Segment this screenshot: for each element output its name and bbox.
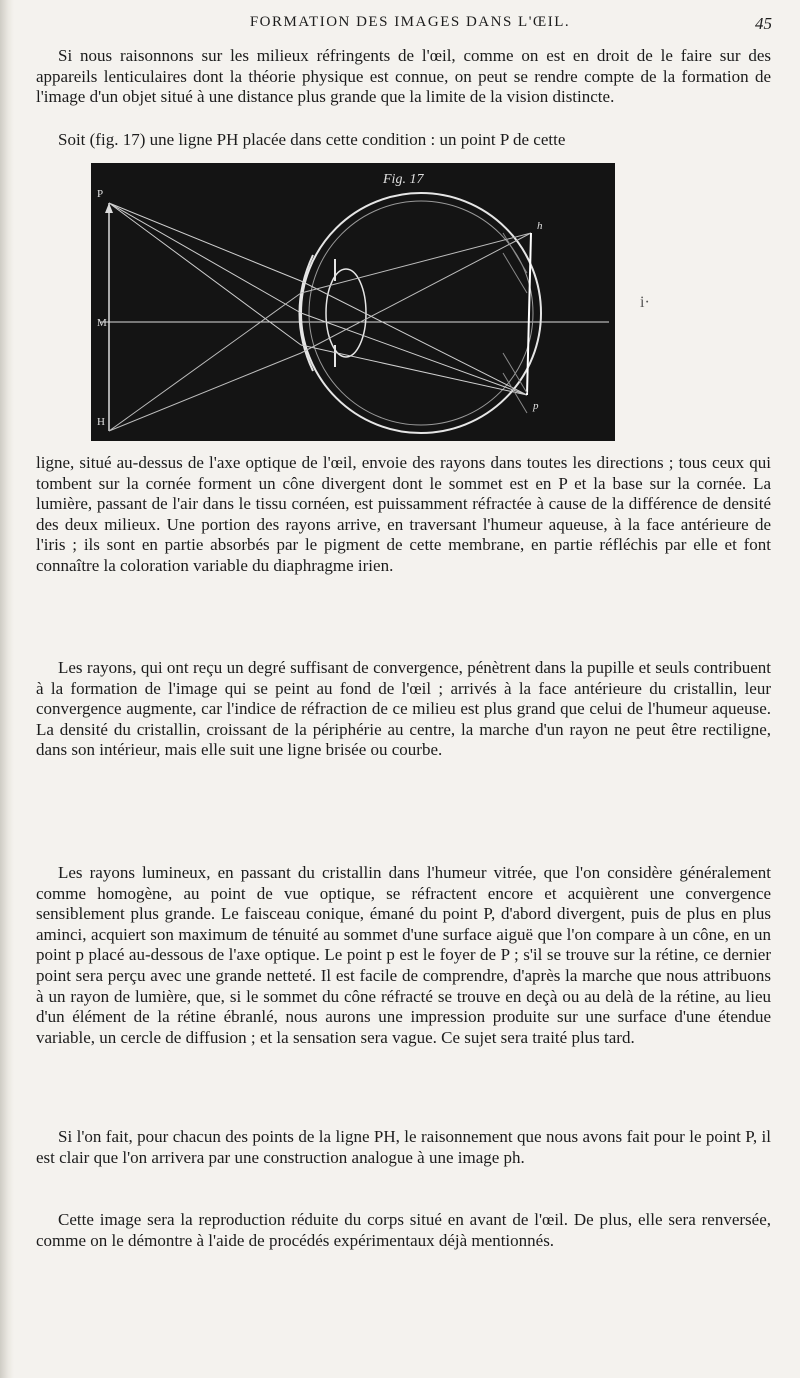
crystalline-lens [326,269,366,357]
paragraph-4: Les rayons, qui ont reçu un degré suffisant de convergence, pénètrent dans la pupille et seuls contribuent à la formation de l'image qui se peint au fond de l'œil ; arrivés à la face antérieure du cristallin, leur convergence augmente, car l'indice de réfraction de ce milieu est plus grand que celui de l'humeur aqueuse. La densité du cristallin, croissant de la périphérie au centre, la marche d'un rayon ne peut être rectiligne, dans son intérieur, mais elle suit une ligne brisée ou courbe. [36,658,771,760]
paragraph-3: ligne, situé au-dessus de l'axe optique de l'œil, envoie des rayons dans toutes les directions ; tous ceux qui tombent sur la cornée forment un cône divergent dont le sommet est en P et la base sur la cornée. La lumière, passant de l'air dans le tissu cornéen, est puissamment réfractée à cause de la différence de densité des deux milieux. Une portion des rayons arrive, en traversant l'humeur aqueuse, à la face antérieure de l'iris ; ils sont en partie absorbés par le pigment de cette membrane, en partie réfléchis par elle et font connaître la coloration variable du diaphragme irien. [36,453,771,575]
label-H: H [97,416,105,428]
ray-P-lower [109,203,301,345]
paragraph-7: Cette image sera la reproduction réduite du corps situé en avant de l'œil. De plus, elle sera renversée, comme on le démontre à l'aide de procédés expérimentaux déjà mentionnés. [36,1210,771,1250]
ray-P-upper [109,203,301,281]
refracted-ray-2 [301,345,527,395]
label-h: h [537,220,543,232]
running-title: FORMATION DES IMAGES DANS L'ŒIL. [249,14,571,30]
eye-diagram-svg [91,163,615,441]
paragraph-2: Soit (fig. 17) une ligne PH placée dans cette condition : un point P de cette [58,130,566,149]
refracted-ray-1 [301,281,527,395]
stray-mark: i· [640,294,650,311]
label-P: P [97,188,104,200]
hatch-line [503,253,527,293]
figure-caption: Fig. 17 [383,172,424,187]
page-header [40,14,780,38]
ray-H-upper [109,293,301,431]
page-binding-shadow [0,0,14,1378]
label-M: M [97,317,107,329]
eyeball-outline [301,193,541,433]
paragraph-1: Si nous raisonnons sur les milieux réfringents de l'œil, comme on est en droit de le faire sur des appareils lenticulaires dont la théorie physique est connue, on peut se rendre compte de la formation de l'image d'un objet situé à une distance plus grande que la limite de la vision distincte. [36,46,771,107]
ray-H-lower [109,353,301,431]
label-p: p [533,400,539,412]
paragraph-5: Les rayons lumineux, en passant du cristallin dans l'humeur vitrée, que l'on considère généralement comme homogène, au point de vue optique, se réfractent encore et acquièrent une convergence sensiblement plus grande. Le faisceau conique, émané du point P, d'abord divergent, puis de plus en plus aminci, acquiert son maximum de ténuité au sommet d'une surface aiguë que l'on compare à un cône, en un point p placé au-dessous de l'axe optique. Le point p est le foyer de P ; s'il se trouve sur la rétine, ce dernier point sera perçu avec une grande netteté. Il est facile de comprendre, d'après la marche que nous attribuons à un rayon de lumière, que, si le sommet du cône réfracté se trouve en deçà ou au delà de la rétine, au lieu d'un élément de la rétine ébranlé, nous aurons une impression produite sur une surface d'une étendue variable, un cercle de diffusion ; et la sensation sera vague. Ce sujet sera traité plus tard. [36,863,771,1047]
paragraph-6: Si l'on fait, pour chacun des points de la ligne PH, le raisonnement que nous avons fait pour le point P, il est clair que l'on arrivera par une construction analogue à une image ph. [36,1127,771,1167]
choroid-outline [309,201,533,425]
figure-17-eye-diagram [91,163,615,441]
page-number: 45 [755,14,772,33]
refracted-ray-5 [301,233,531,353]
ray-P-center [109,203,301,313]
